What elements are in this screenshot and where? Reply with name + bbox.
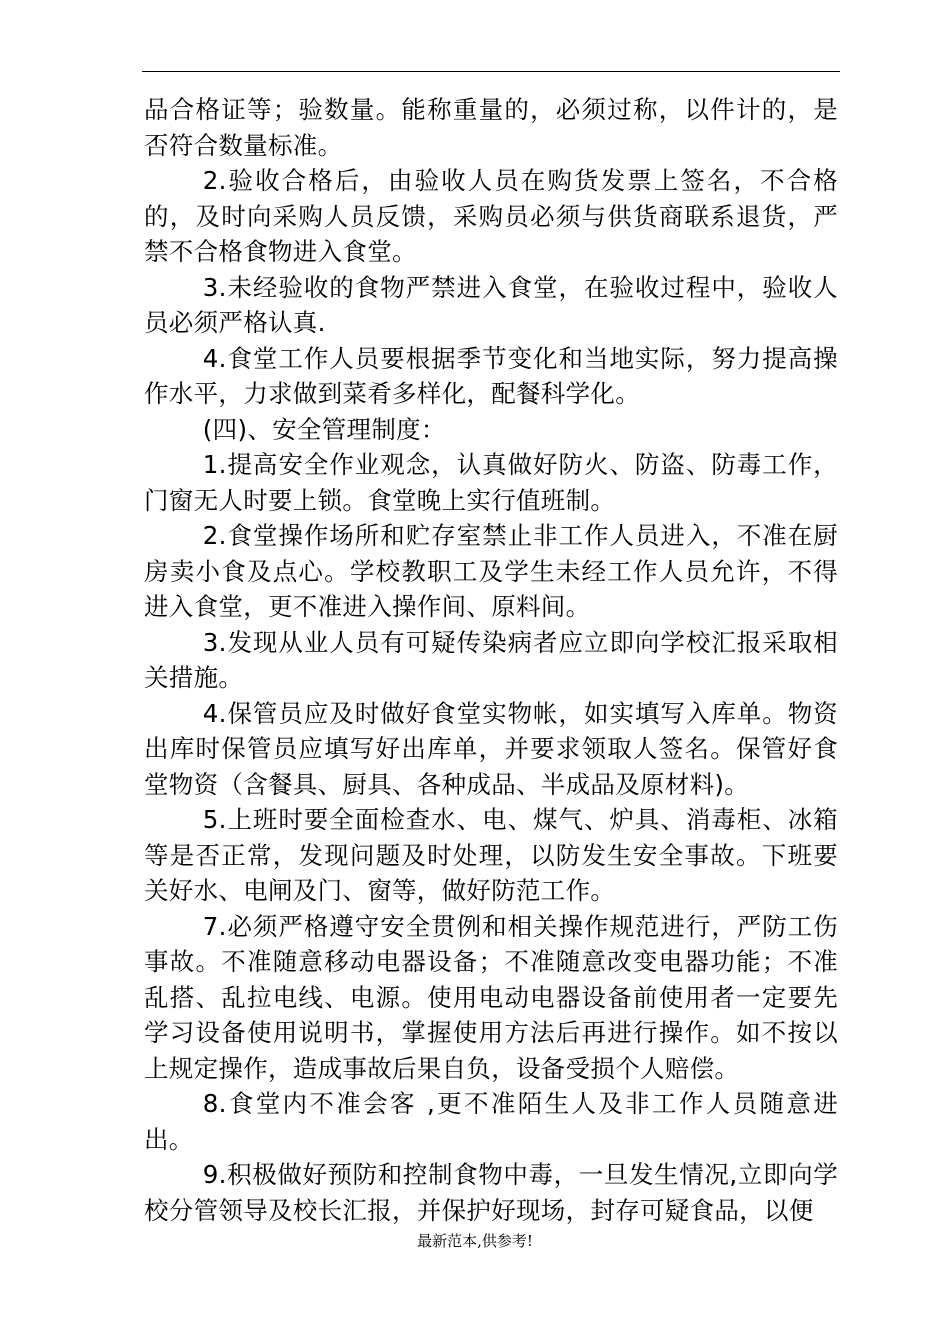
paragraph: 4.保管员应及时做好食堂实物帐，如实填写入库单。物资出库时保管员应填写好出库单，并要求领取人签名。保管好食堂物资（含餐具、厨具、各种成品、半成品及原材料)。 (144, 698, 838, 799)
paragraph: 7.必须严格遵守安全贯例和相关操作规范进行，严防工伤事故。不准随意移动电器设备；不准随意改变电器功能；不准乱搭、乱拉电线、电源。使用电动电器设备前使用者一定要先学习设备使用说明书，掌握使用方法后再进行操作。如不按以上规定操作，造成事故后果自负，设备受损个人赔偿。 (144, 911, 838, 1083)
paragraph: 2.验收合格后，由验收人员在购货发票上签名，不合格的，及时向采购人员反馈，采购员必须与供货商联系退货，严禁不合格食物进入食堂。 (144, 166, 838, 266)
paragraph: 5.上班时要全面检查水、电、煤气、炉具、消毒柜、冰箱等是否正常，发现问题及时处理，以防发生安全事故。下班要关好水、电闸及门、窗等，做好防范工作。 (144, 805, 838, 905)
paragraph: 3.发现从业人员有可疑传染病者应立即向学校汇报采取相关措施。 (144, 627, 838, 692)
paragraph: 品合格证等；验数量。能称重量的，必须过称，以件计的，是否符合数量标准。 (144, 95, 838, 160)
page-footer: 最新范本,供参考! (417, 1232, 533, 1250)
paragraph: 4.食堂工作人员要根据季节变化和当地实际，努力提高操作水平，力求做到菜肴多样化，配餐科学化。 (144, 343, 838, 408)
section-heading: (四)、安全管理制度： (202, 414, 446, 444)
paragraph: 8.食堂内不准会客 ,更不准陌生人及非工作人员随意进出。 (144, 1089, 838, 1154)
paragraph: 1.提高安全作业观念，认真做好防火、防盗、防毒工作，门窗无人时要上锁。食堂晚上实行值班制。 (144, 450, 838, 515)
document-body (144, 92, 838, 1228)
header-rule (142, 71, 840, 72)
paragraph: 3.未经验收的食物严禁进入食堂，在验收过程中，验收人员必须严格认真. (144, 272, 838, 337)
paragraph: 2.食堂操作场所和贮存室禁止非工作人员进入，不准在厨房卖小食及点心。学校教职工及学生未经工作人员允许，不得进入食堂，更不准进入操作间、原料间。 (144, 521, 838, 621)
paragraph: 9.积极做好预防和控制食物中毒，一旦发生情况,立即向学校分管领导及校长汇报，并保护好现场，封存可疑食品，以便 (144, 1160, 838, 1225)
